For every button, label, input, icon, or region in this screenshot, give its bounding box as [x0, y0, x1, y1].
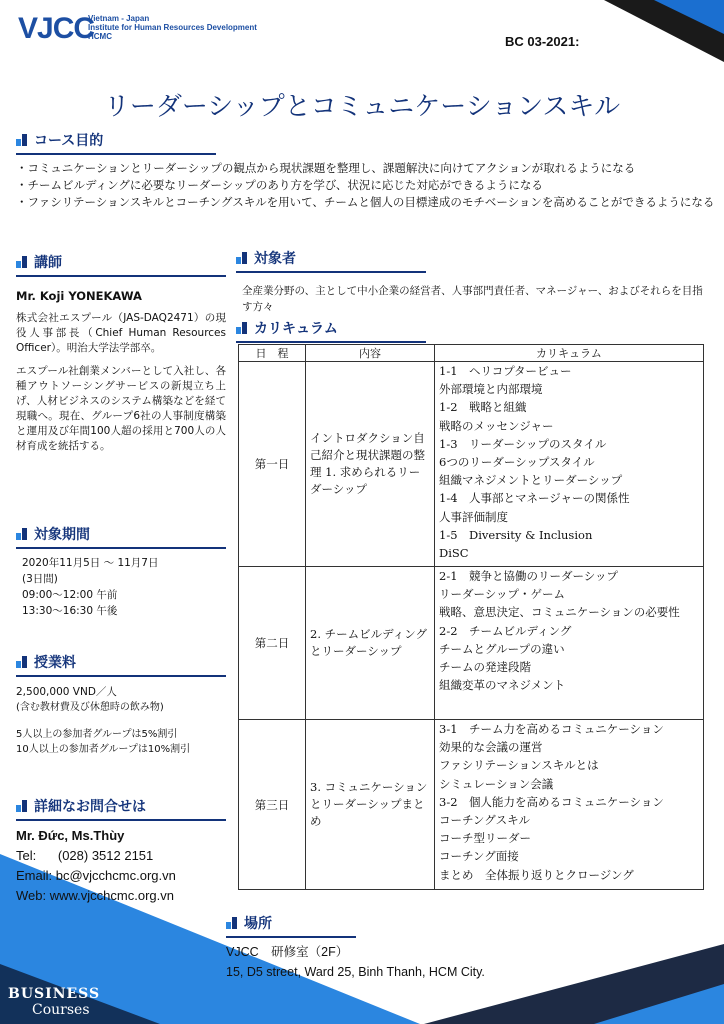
- period-heading-text: 対象期間: [34, 527, 90, 543]
- section-venue: [226, 913, 626, 982]
- section-course-goal: [16, 130, 716, 211]
- curriculum-item: 1-2 戦略と組織: [439, 400, 527, 415]
- day-items: [435, 567, 704, 720]
- fee-note: (含む教材費及び休憩時の飲み物): [16, 702, 164, 713]
- curriculum-item: 外部環境と内部環境: [439, 382, 543, 397]
- day-items: [435, 362, 704, 567]
- brand-line-1: BUSINESS: [8, 986, 101, 1002]
- business-courses-brand: [8, 986, 100, 1018]
- period-dates: 2020年11月5日 〜 11月7日: [22, 557, 159, 569]
- tel-number[interactable]: (028) 3512 2151: [57, 848, 154, 863]
- section-bullet-icon: [16, 528, 28, 540]
- target-description: 全産業分野の、主として中小企業の経営者、人事部門責任者、マネージャー、およびそれらを目指す方々: [242, 285, 703, 313]
- curriculum-item: チームとグループの違い: [439, 641, 565, 656]
- venue-heading-text: 場所: [244, 916, 272, 932]
- curriculum-item: 3-2 個人能力を高めるコミュニケーション: [439, 794, 664, 809]
- section-curriculum: [236, 318, 706, 343]
- instructor-name: Mr. Koji YONEKAWA: [16, 289, 142, 303]
- curriculum-item: 効果的な会議の運営: [439, 740, 543, 755]
- day-label: 第二日: [239, 567, 306, 720]
- decor-top-right-blue: [654, 0, 724, 34]
- course-goal-item: ・コミュニケーションとリーダーシップの観点から現状課題を整理し、課題解決に向けてアクションが取れるようになる: [16, 161, 636, 175]
- day-content: 3. コミュニケーションとリーダーシップまとめ: [306, 720, 435, 890]
- curriculum-item: 組織マネジメントとリーダーシップ: [439, 473, 623, 488]
- course-goal-heading-text: コース目的: [34, 133, 104, 149]
- day-label: 第一日: [239, 362, 306, 567]
- section-rule: [16, 547, 226, 549]
- day-label: 第三日: [239, 720, 306, 890]
- period-morning: 09:00〜12:00 午前: [22, 589, 118, 601]
- curriculum-row-day3: [239, 720, 704, 890]
- curriculum-item: 1-5 Diversity & Inclusion: [439, 527, 593, 542]
- contact-heading: [16, 796, 226, 816]
- section-rule: [16, 275, 226, 277]
- course-goal-item: ・ファシリテーションスキルとコーチングスキルを用いて、チームと個人の目標達成のモチベーションを高めることができるようになる: [16, 195, 715, 209]
- course-goal-list: [16, 160, 716, 211]
- section-bullet-icon: [16, 800, 28, 812]
- curriculum-item: コーチ型リーダー: [439, 831, 531, 846]
- period-heading: [16, 524, 226, 544]
- curriculum-heading: [236, 318, 416, 338]
- curriculum-item: 戦略のメッセンジャー: [439, 418, 554, 433]
- section-rule: [236, 271, 426, 273]
- venue-address: 15, D5 street, Ward 25, Binh Thanh, HCM City.: [226, 965, 485, 979]
- section-contact: [16, 796, 226, 906]
- instructor-bio-1: 株式会社エスプール（JAS-DAQ2471）の現役人事部長（Chief Human Resources Officer）。明治大学法学部卒。: [16, 312, 226, 354]
- curriculum-item: 2-2 チームビルディング: [439, 623, 572, 638]
- curriculum-item: DiSC: [439, 546, 469, 561]
- curriculum-item: 組織変革のマネジメント: [439, 678, 566, 693]
- curriculum-item: 2-1 競争と協働のリーダーシップ: [439, 569, 619, 583]
- contact-names: Mr. Đức, Ms.Thùy: [16, 828, 125, 843]
- day-items: [435, 720, 704, 890]
- col-content-header: 内容: [306, 345, 435, 362]
- section-rule: [16, 153, 216, 155]
- curriculum-header-row: [239, 345, 704, 362]
- curriculum-item: シミュレーション会議: [439, 776, 554, 791]
- curriculum-item: チームの発達段階: [439, 660, 531, 675]
- period-details: [16, 555, 226, 619]
- brand-line-2: Courses: [32, 1002, 90, 1018]
- fee-price: 2,500,000 VND／人: [16, 686, 117, 698]
- section-bullet-icon: [236, 322, 248, 334]
- section-bullet-icon: [226, 917, 238, 929]
- curriculum-item: 1-3 リーダーシップのスタイル: [439, 436, 607, 451]
- period-days: (3日間): [22, 573, 58, 585]
- curriculum-table: [238, 344, 704, 890]
- decor-bottom-right-blue: [594, 984, 724, 1024]
- document-code: BC 03-2021:: [505, 34, 580, 49]
- curriculum-row-day1: [239, 362, 704, 567]
- curriculum-item: 6つのリーダーシップスタイル: [439, 455, 595, 470]
- fee-heading-text: 授業料: [34, 655, 76, 671]
- logo-subtitle: [88, 14, 288, 41]
- section-bullet-icon: [16, 134, 28, 146]
- instructor-bio-2: エスプール社創業メンバーとして入社し、各種アウトソーシングサービスの新規立ち上げ、人材ビジネスのシステム構築などを経て現職へ。現在、グループ6社の人事制度構築と運用及び年間100人超の採用と700人の人材育成を統括する。: [16, 365, 226, 452]
- curriculum-item: コーチング面接: [439, 849, 519, 864]
- logo-sub-line3: HCMC: [88, 32, 112, 41]
- contact-email[interactable]: Email: bc@vjcchcmc.org.vn: [16, 868, 176, 883]
- section-instructor: [16, 252, 226, 454]
- logo-sub-line2: Institute for Human Resources Development: [88, 23, 257, 32]
- section-bullet-icon: [16, 256, 28, 268]
- day-content: 2. チームビルディングとリーダーシップ: [306, 567, 435, 720]
- day-content: イントロダクション自己紹介と現状課題の整理 1. 求められるリーダーシップ: [306, 362, 435, 567]
- target-heading: [236, 248, 416, 268]
- curriculum-item: 3-1 チーム力を高めるコミュニケーション: [439, 722, 664, 736]
- section-rule: [236, 341, 426, 343]
- section-target: [236, 248, 706, 315]
- venue-details: [226, 942, 626, 982]
- section-bullet-icon: [16, 656, 28, 668]
- logo-sub-line1: Vietnam - Japan: [88, 14, 150, 23]
- section-bullet-icon: [236, 252, 248, 264]
- course-goal-item: ・チームビルディングに必要なリーダーシップのあり方を学び、状況に応じた対応ができるようになる: [16, 178, 543, 192]
- fee-discount-5: 5人以上の参加者グループは5%割引: [16, 729, 178, 740]
- venue-room: VJCC 研修室（2F）: [226, 945, 349, 959]
- col-curriculum-header: カリキュラム: [435, 345, 704, 362]
- page-title: リーダーシップとコミュニケーションスキル: [103, 92, 621, 122]
- contact-heading-text: 詳細なお問合せは: [34, 799, 146, 815]
- vjcc-logo: VJCC: [18, 12, 95, 45]
- curriculum-item: まとめ 全体振り返りとクロージング: [439, 867, 634, 882]
- course-goal-heading: [16, 130, 226, 150]
- curriculum-item: リーダーシップ・ゲーム: [439, 587, 566, 602]
- section-rule: [226, 936, 356, 938]
- curriculum-row-day2: [239, 567, 704, 720]
- target-heading-text: 対象者: [254, 251, 296, 267]
- contact-details: [16, 826, 226, 906]
- contact-web[interactable]: Web: www.vjcchcmc.org.vn: [16, 888, 174, 903]
- curriculum-item: 戦略、意思決定、コミュニケーションの必要性: [439, 605, 680, 620]
- curriculum-item: 1-1 ヘリコプタービュー: [439, 364, 572, 378]
- section-fee: [16, 652, 226, 757]
- curriculum-heading-text: カリキュラム: [254, 321, 338, 337]
- col-day-header: 日 程: [239, 345, 306, 362]
- section-rule: [16, 819, 226, 821]
- instructor-heading: [16, 252, 226, 272]
- contact-tel: [16, 846, 226, 866]
- tel-label: Tel:: [16, 848, 37, 863]
- instructor-heading-text: 講師: [34, 255, 62, 271]
- fee-discount-10: 10人以上の参加者グループは10%割引: [16, 744, 191, 755]
- curriculum-item: コーチングスキル: [439, 813, 530, 828]
- fee-heading: [16, 652, 226, 672]
- section-rule: [16, 675, 226, 677]
- curriculum-item: ファシリテーションスキルとは: [439, 758, 599, 773]
- section-period: [16, 524, 226, 619]
- period-afternoon: 13:30〜16:30 午後: [22, 605, 118, 617]
- curriculum-item: 人事評価制度: [439, 509, 508, 524]
- curriculum-item: 1-4 人事部とマネージャーの関係性: [439, 491, 630, 506]
- venue-heading: [226, 913, 376, 933]
